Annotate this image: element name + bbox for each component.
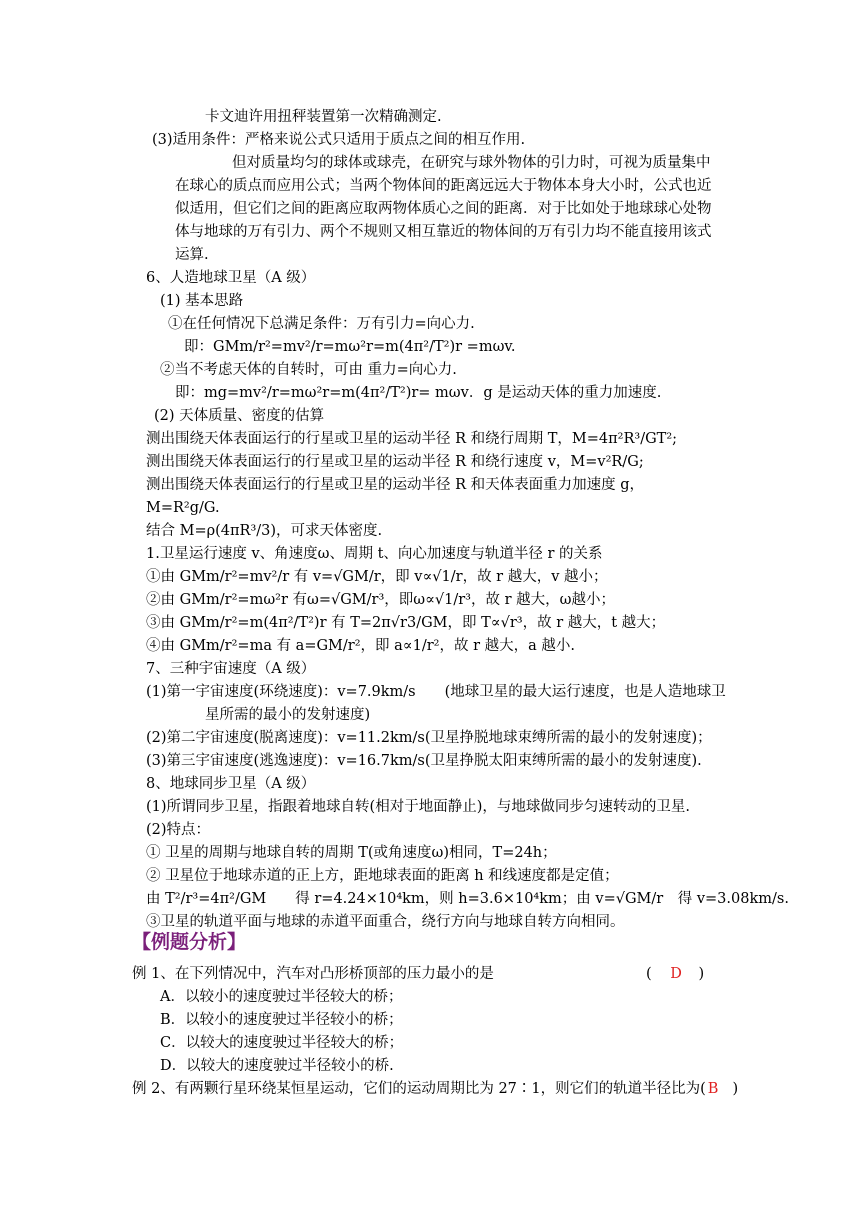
text-line: (1)第一宇宙速度(环绕速度)：v=7.9km/s (地球卫星的最大运行速度，也是人造地球卫 [146, 684, 726, 700]
paren-close: ) [732, 1081, 739, 1097]
option-a: A．以较小的速度驶过半径较大的桥； [160, 989, 403, 1005]
option-d: D．以较大的速度驶过半径较小的桥. [160, 1058, 394, 1074]
text-line: 结合 M=ρ(4πR³/3)，可求天体密度. [146, 523, 383, 539]
text-line: 星所需的最小的发射速度) [205, 707, 371, 723]
text-line: ① 卫星的周期与地球自转的周期 T(或角速度ω)相同，T=24h； [146, 845, 557, 861]
formula-line: ①由 GMm/r²=mv²/r 有 v=√GM/r，即 v∝√1/r，故 r 越大，v 越小； [146, 569, 608, 585]
formula-line: 即：mg=mv²/r=mω²r=m(4π²/T²)r= mωv．g 是运动天体的重力加速度. [175, 385, 662, 401]
option-b: B．以较小的速度驶过半径较小的桥； [160, 1012, 403, 1028]
section-title: 7、三种宇宙速度（A 级） [146, 661, 316, 677]
text-line: (3)第三宇宙速度(逃逸速度)：v=16.7km/s(卫星挣脱太阳束缚所需的最小的发射速度). [146, 753, 702, 769]
text-line: 测出围绕天体表面运行的行星或卫星的运动半径 R 和绕行周期 T，M=4π²R³/GT²; [146, 431, 678, 447]
formula-line: ③由 GMm/r²=m(4π²/T²)r 有 T=2π√r3/GM，即 T∝√r³，故 r 越大，t 越大； [146, 615, 666, 631]
text-line: 似适用，但它们之间的距离应取两物体质心之间的距离．对于比如处于地球球心处物 [175, 201, 712, 217]
formula-line: ②由 GMm/r²=mω²r 有ω=√GM/r³，即ω∝√1/r³，故 r 越大，ω越小； [146, 592, 615, 608]
text-line: 运算. [175, 247, 209, 263]
example-2-answer: B [707, 1081, 719, 1097]
formula-line: M=R²g/G. [146, 500, 220, 516]
text-line: (1) 基本思路 [160, 293, 244, 309]
text-line: (2)第二宇宙速度(脱离速度)：v=11.2km/s(卫星挣脱地球束缚所需的最小的发射速度)； [146, 730, 712, 746]
text-line: ②当不考虑天体的自转时，可由 重力=向心力. [160, 362, 457, 378]
section-heading: 【例题分析】 [132, 931, 247, 953]
paren-open: ( [646, 966, 652, 982]
example-1-answer: D [670, 966, 682, 982]
text-line: (2) 天体质量、密度的估算 [154, 408, 325, 424]
text-line: 在球心的质点而应用公式；当两个物体间的距离远远大于物体本身大小时，公式也近 [175, 178, 712, 194]
text-line: (2)特点： [146, 822, 211, 838]
text-line: 但对质量均匀的球体或球壳，在研究与球外物体的引力时，可视为质量集中 [232, 155, 711, 171]
paren-close: ) [698, 966, 705, 982]
formula-line: 由 T²/r³=4π²/GM 得 r=4.24×10⁴km，则 h=3.6×10⁴km；由 v=√GM/r 得 v=3.08km/s. [146, 891, 789, 907]
text-line: ①在任何情况下总满足条件：万有引力=向心力. [168, 316, 475, 332]
section-title: 8、地球同步卫星（A 级） [146, 776, 316, 792]
formula-line: 即：GMm/r²=mv²/r=mω²r=m(4π²/T²)r =mωv. [184, 339, 516, 355]
example-2-line [132, 1079, 738, 1099]
text-line: 卡文迪许用扭秤装置第一次精确测定. [205, 109, 442, 125]
text-line: 测出围绕天体表面运行的行星或卫星的运动半径 R 和绕行速度 v，M=v²R/G; [146, 454, 644, 470]
text-line: ② 卫星位于地球赤道的正上方，距地球表面的距离 h 和线速度都是定值； [146, 868, 619, 884]
text-line: 体与地球的万有引力、两个不规则又相互靠近的物体间的万有引力均不能直接用该式 [175, 224, 712, 240]
text-line: (3)适用条件：严格来说公式只适用于质点之间的相互作用. [152, 132, 526, 148]
section-title: 6、人造地球卫星（A 级） [146, 270, 316, 286]
text-line: (1)所谓同步卫星，指跟着地球自转(相对于地面静止)，与地球做同步匀速转动的卫星. [146, 799, 690, 815]
example-1-question: 例 1、在下列情况中，汽车对凸形桥顶部的压力最小的是 [132, 966, 494, 982]
text-line: 测出围绕天体表面运行的行星或卫星的运动半径 R 和天体表面重力加速度 g， [146, 477, 645, 493]
text-line: ③卫星的轨道平面与地球的赤道平面重合，绕行方向与地球自转方向相同。 [146, 914, 625, 930]
text-line: 1.卫星运行速度 v、角速度ω、周期 t、向心加速度与轨道半径 r 的关系 [146, 546, 603, 562]
option-c: C．以较大的速度驶过半径较大的桥； [160, 1035, 404, 1051]
formula-line: ④由 GMm/r²=ma 有 a=GM/r²，即 a∝1/r²，故 r 越大，a 越小. [146, 638, 575, 654]
example-2-question: 例 2、有两颗行星环绕某恒星运动，它们的运动周期比为 27∶1，则它们的轨道半径比为( [132, 1081, 706, 1097]
example-1-answer-box [646, 964, 704, 984]
